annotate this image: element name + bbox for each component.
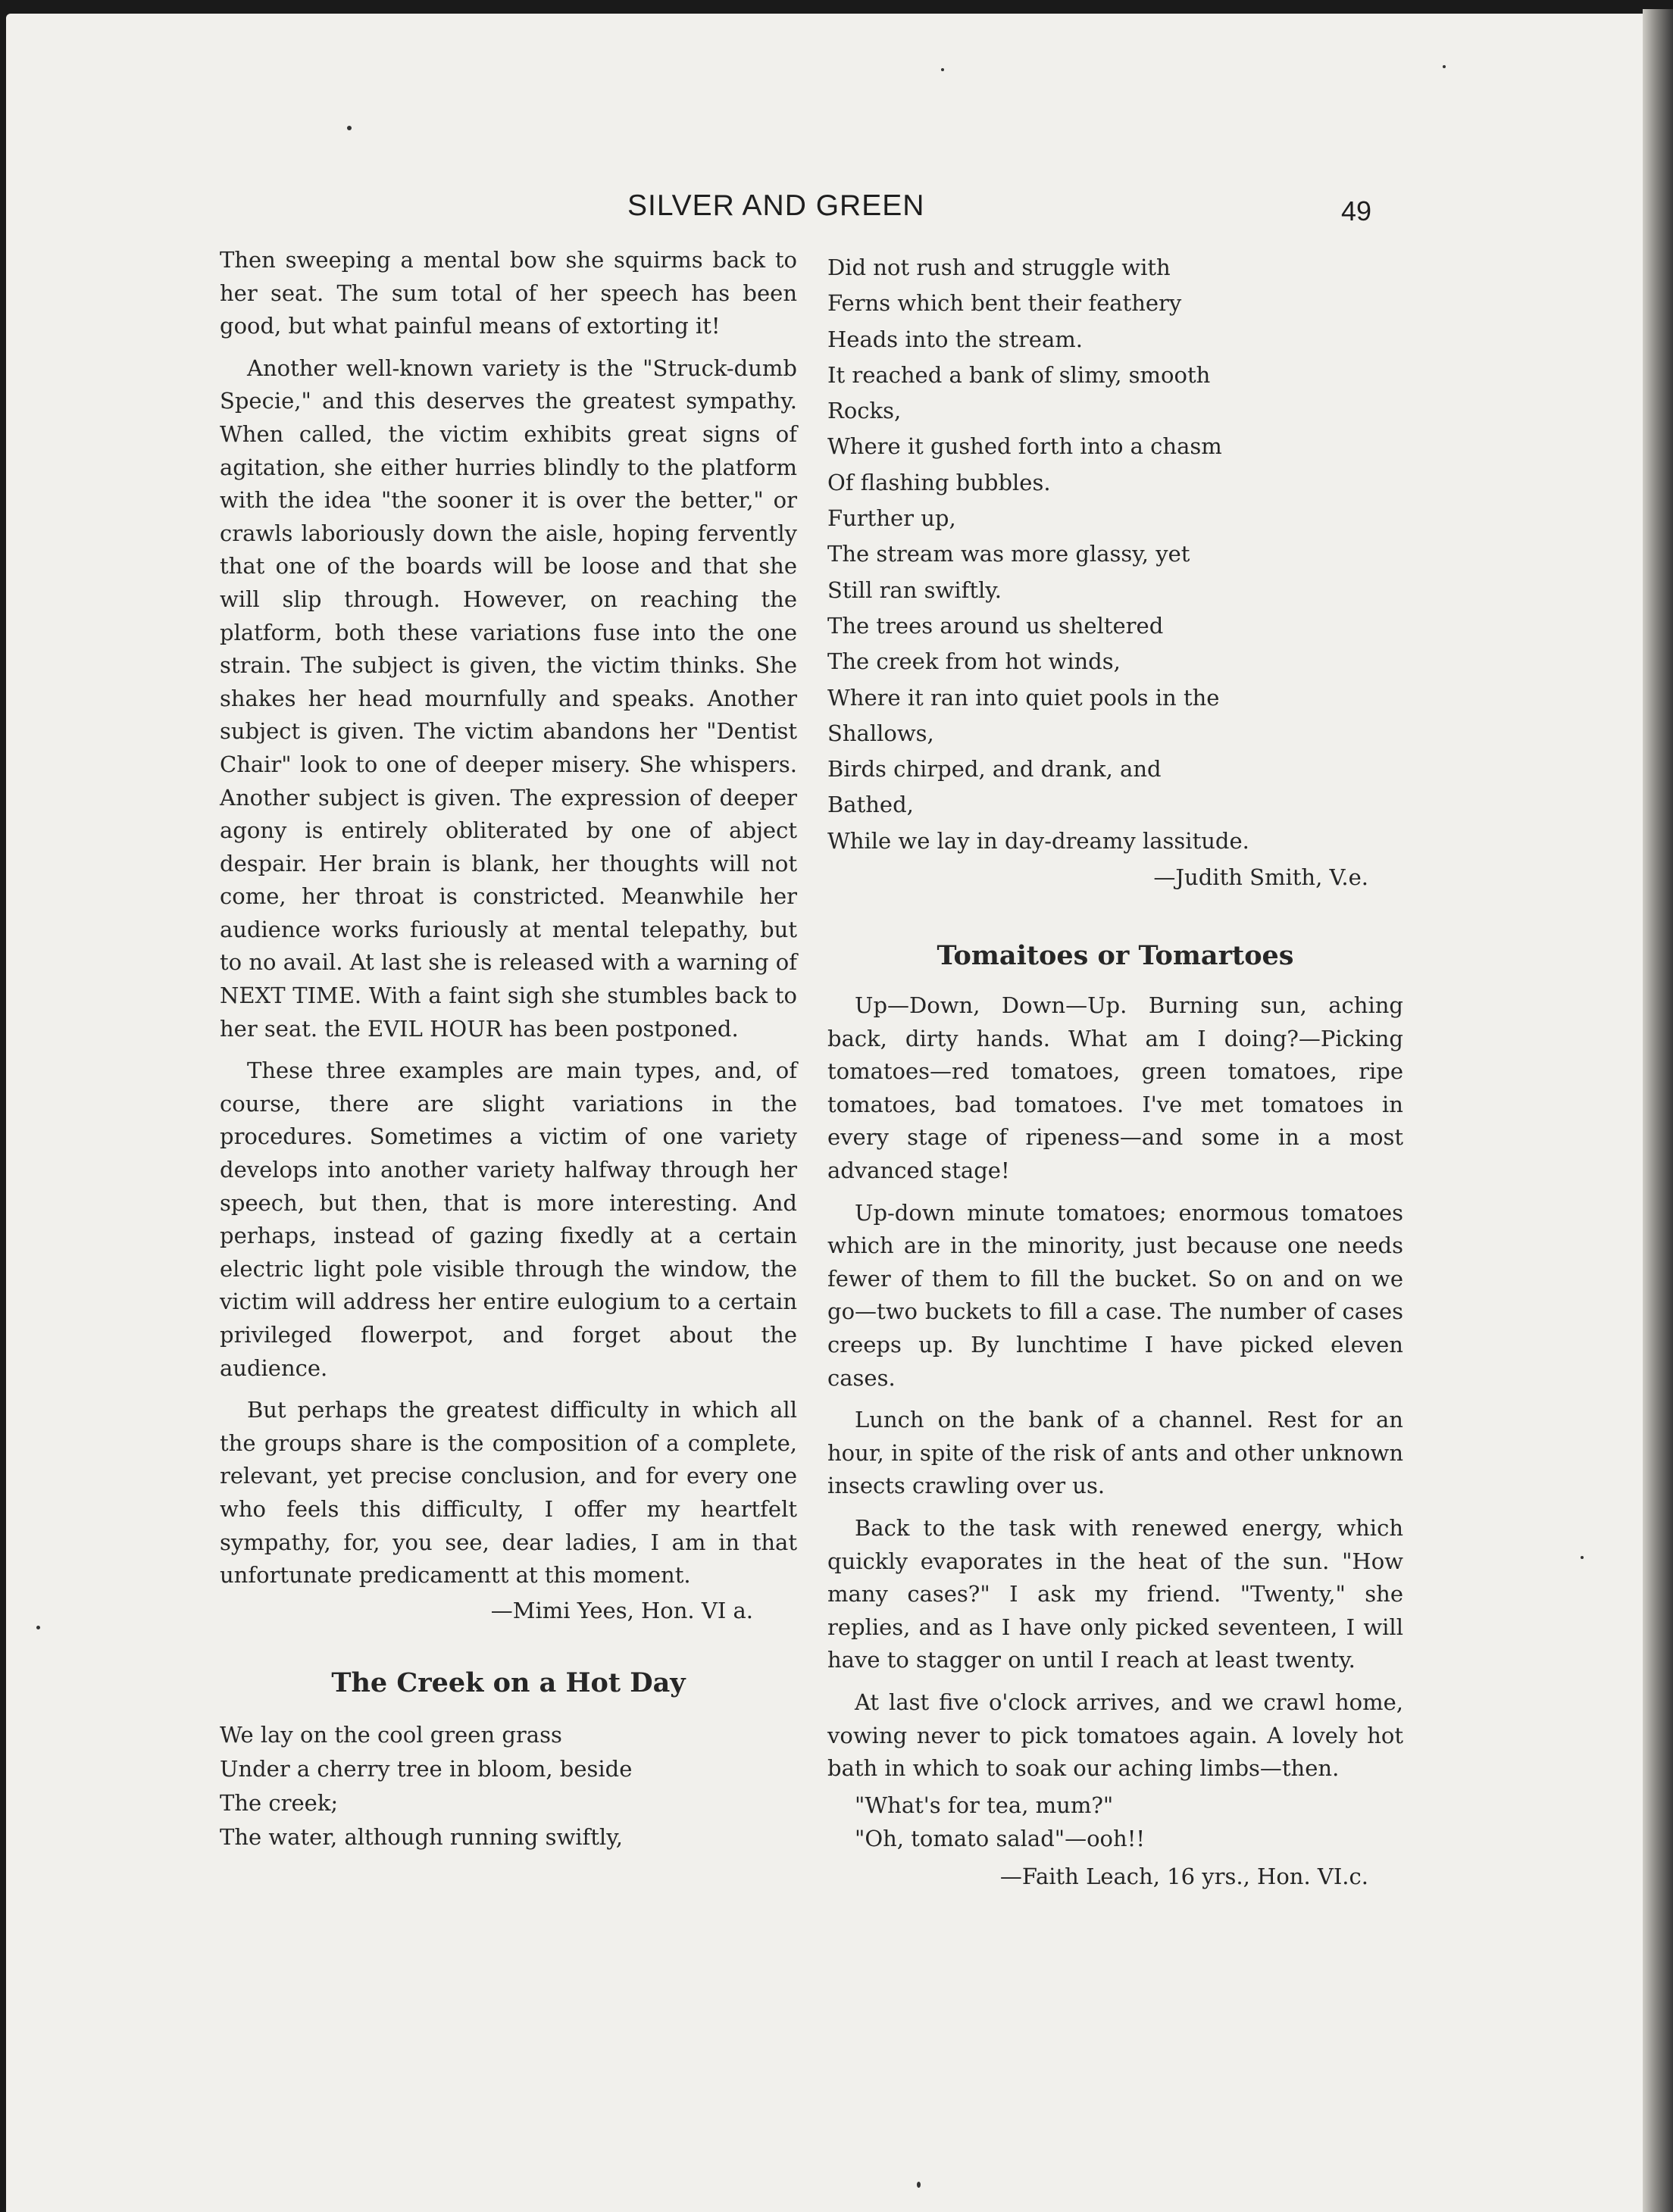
poem-line: The water, although running swiftly, — [220, 1823, 623, 1850]
essay-paragraph: At last five o'clock arrives, and we crawl home, vowing never to pick tomatoes again. A lovely hot bath in which to soak our aching limbs—then. — [827, 1689, 1403, 1782]
essay-paragraph: Lunch on the bank of a channel. Rest for an hour, in spite of the risk of ants and other unknown insects crawling over us. — [827, 1407, 1403, 1499]
poem-line: Where it gushed forth into a chasm — [827, 433, 1222, 460]
poem-line: Bathed, — [827, 792, 914, 818]
right-column — [827, 250, 1403, 1893]
left-column — [220, 244, 797, 1854]
essay-paragraph: Up—Down, Down—Up. Burning sun, aching back, dirty hands. What am I doing?—Picking tomatoes—red tomatoes, green tomatoes, ripe tomatoes, bad tomatoes. I've met tomatoes in every stage of ripeness—and some in a most advanced stage! — [827, 992, 1403, 1184]
author-signature: —Mimi Yees, Hon. VI a. — [490, 1597, 753, 1623]
poem-line: We lay on the cool green grass — [220, 1721, 562, 1748]
dialogue-line: "What's for tea, mum?" — [855, 1792, 1114, 1818]
poem-line: Still ran swiftly. — [827, 576, 1002, 603]
essay-title: Tomaitoes or Tomartoes — [937, 940, 1294, 972]
poem-line: Under a cherry tree in bloom, beside — [220, 1755, 633, 1782]
poem-line: Rocks, — [827, 398, 902, 424]
poem-line: It reached a bank of slimy, smooth — [827, 361, 1211, 388]
essay-paragraph: Another well-known variety is the "Struck-dumb Specie," and this deserves the greatest sympathy. When called, the victim exhibits great signs of agitation, she either hurries blindly to the platform with the idea "the sooner it is over the better," or crawls laboriously down the aisle, hoping fervently that one of the boards will be loose and that she will slip through. However, on reaching the platform, both these variations fuse into the one strain. The subject is given, the victim thinks. She shakes her head mournfully and speaks. Another subject is given. The victim abandons her "Dentist Chair" look to one of deeper misery. She whispers. Another subject is given. The expression of deeper agony is entirely obliterated by one of abject despair. Her brain is blank, her thoughts will not come, her throat is constricted. Meanwhile her audience works furiously at mental telepathy, but to no avail. At last she is released with a warning of NEXT TIME. With a faint sigh she stumbles back to her seat. the EVIL HOUR has been postponed. — [220, 355, 797, 1042]
print-speck — [347, 126, 352, 130]
poem-line: Where it ran into quiet pools in the — [827, 684, 1220, 711]
essay-paragraph: Then sweeping a mental bow she squirms back to her seat. The sum total of her speech has been good, but what painful means of extorting it! — [220, 247, 797, 339]
poem-line: Further up, — [827, 505, 956, 532]
author-signature: —Judith Smith, V.e. — [1153, 864, 1368, 891]
poem-title: The Creek on a Hot Day — [331, 1667, 686, 1698]
dialogue-line: "Oh, tomato salad"—ooh!! — [855, 1825, 1146, 1851]
poem-line: Heads into the stream. — [827, 326, 1083, 352]
page-edge-shadow — [1643, 9, 1673, 2212]
poem-line: Of flashing bubbles. — [827, 469, 1051, 495]
poem-line: Birds chirped, and drank, and — [827, 756, 1162, 783]
author-signature: —Faith Leach, 16 yrs., Hon. VI.c. — [999, 1863, 1368, 1889]
poem-stanza — [220, 1718, 797, 1854]
poem-line: While we lay in day-dreamy lassitude. — [827, 827, 1249, 854]
print-speck — [1581, 1556, 1584, 1559]
running-title: SILVER AND GREEN — [627, 189, 925, 222]
poem-line: The trees around us sheltered — [827, 612, 1164, 639]
print-speck — [941, 68, 944, 71]
poem-line: Ferns which bent their feathery — [827, 290, 1182, 317]
essay-paragraph: These three examples are main types, and, of course, there are slight variations in the procedures. Sometimes a victim of one variety develops into another variety halfway through her speech, but then, that is more interesting. And perhaps, instead of gazing fixedly at a certain electric light pole visible through the window, the victim will address her entire eulogium to a certain privileged flowerpot, and forget about the audience. — [220, 1058, 797, 1381]
poem-continuation — [827, 250, 1403, 859]
print-speck — [1443, 65, 1446, 68]
essay-paragraph: Back to the task with renewed energy, which quickly evaporates in the heat of the sun. "How many cases?" I ask my friend. "Twenty," she replies, and as I have only picked seventeen, I will have to stagger on until I reach at least twenty. — [827, 1514, 1403, 1673]
print-speck — [917, 2182, 921, 2188]
print-speck — [36, 1626, 40, 1629]
poem-line: Did not rush and struggle with — [827, 255, 1171, 280]
essay-paragraph: Up-down minute tomatoes; enormous tomatoes which are in the minority, just because one needs fewer of them to fill the bucket. So on and on we go—two buckets to fill a case. The number of cases creeps up. By lunchtime I have picked eleven cases. — [827, 1199, 1403, 1391]
poem-line: The stream was more glassy, yet — [827, 541, 1190, 567]
poem-line: The creek; — [220, 1789, 339, 1816]
essay-paragraph: But perhaps the greatest difficulty in which all the groups share is the composition of a complete, relevant, yet precise conclusion, and for every one who feels this difficulty, I offer my heartfelt sympathy, for, you see, dear ladies, I am in that unfortunate predicamentt at this moment. — [220, 1397, 797, 1589]
poem-line: The creek from hot winds, — [827, 648, 1121, 675]
page-number: 49 — [1341, 195, 1372, 227]
poem-line: Shallows, — [827, 720, 934, 746]
